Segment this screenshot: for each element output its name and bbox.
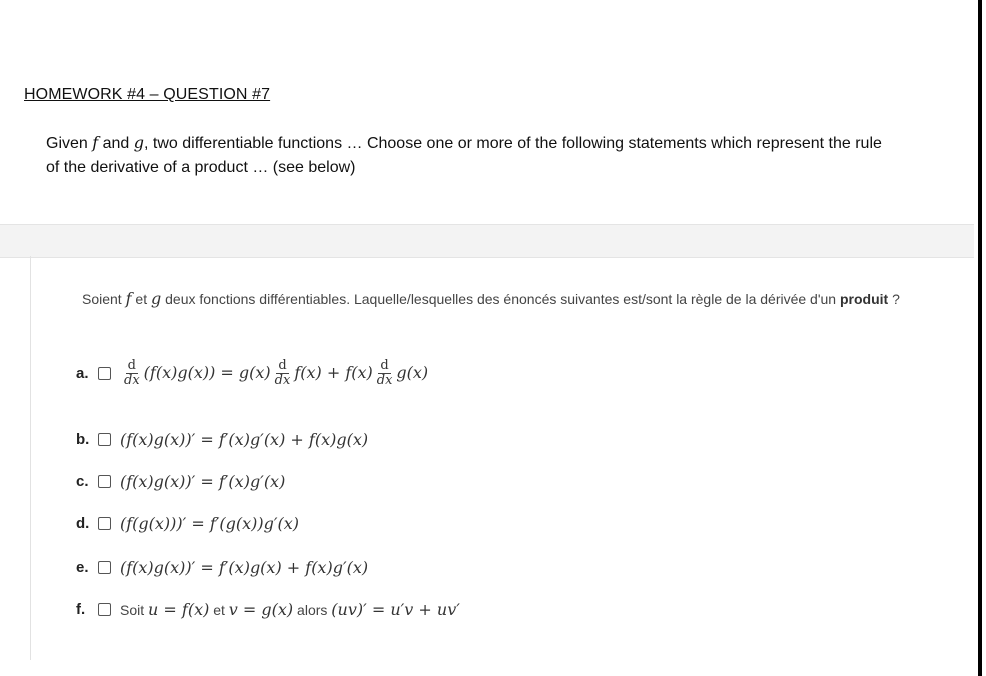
option-e[interactable] [76,554,368,580]
option-a[interactable] [76,357,429,388]
checkbox[interactable] [98,603,111,616]
option-formula: Soit u = f(x) et v = g(x) alors (uv)′ = u′v + uv′ [120,599,460,619]
option-formula: $\frac{d}{dx}$ (f(x)g(x)) = g(x) $\frac{d}{dx}$ f(x) + f(x) $\frac{d}{dx}$ g(x) [124,357,429,388]
option-letter: b. [76,430,90,448]
homework-title: HOMEWORK #4 – QUESTION #7 [24,86,271,103]
fraction: $\frac{d}{dx}$ [124,357,140,388]
option-formula: (f(g(x)))′ = f′(g(x))g′(x) [120,513,300,533]
option-b[interactable] [76,426,368,452]
option-formula: (f(x)g(x))′ = f′(x)g(x) + f(x)g′(x) [120,557,369,577]
fraction: $\frac{d}{dx}$ [376,357,393,388]
option-letter: f. [76,600,86,618]
question-prompt: Soient f et g deux fonctions différentiables. Laquelle/lesquelles des énoncés suivantes est/sont la règle de la dérivée d'un produit ? [82,289,900,308]
option-letter: c. [76,472,89,490]
checkbox[interactable] [98,517,111,530]
fraction: $\frac{d}{dx}$ [274,357,291,388]
checkbox[interactable] [98,561,111,574]
intro-text: Given f and g, two differentiable functions … Choose one or more of the following statements which represent the rule of the derivative of a product … (see below) [46,133,882,176]
option-formula: (f(x)g(x))′ = f′(x)g′(x) [120,471,286,491]
right-border [978,0,982,676]
option-c[interactable] [76,468,285,494]
separator-band [0,224,974,258]
checkbox[interactable] [98,367,111,380]
option-formula: (f(x)g(x))′ = f′(x)g′(x) + f(x)g(x) [120,429,369,449]
checkbox[interactable] [98,433,111,446]
option-letter: a. [76,364,89,382]
checkbox[interactable] [98,475,111,488]
option-f[interactable] [76,596,460,622]
option-d[interactable] [76,510,299,536]
option-letter: d. [76,514,90,532]
option-letter: e. [76,558,89,576]
